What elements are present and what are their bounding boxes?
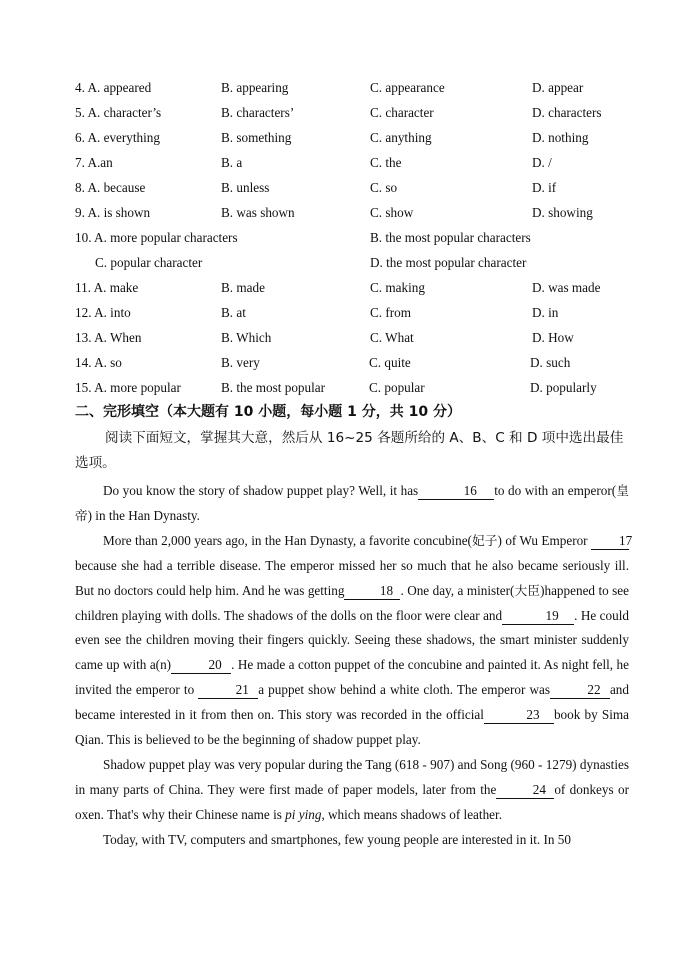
option-d: D. popularly	[530, 380, 597, 395]
passage-text: More than 2,000 years ago, in the Han Dynasty, a favorite concubine(	[103, 532, 472, 548]
option-a-text: A. into	[94, 305, 131, 320]
option-a-text: A. appeared	[87, 80, 152, 95]
blank-17[interactable]: 17	[591, 533, 629, 550]
section-heading: 二、完形填空（本大题有 10 小题，每小题 1 分，共 10 分）	[75, 404, 461, 420]
option-b: B. very	[221, 355, 260, 370]
passage-text: . He could even see the children moving their fingers quickly. Seeing these shadows, the smart minister suddenly came up with a(n)	[75, 607, 629, 673]
question-number: 7.	[75, 155, 85, 170]
blank-18[interactable]: 18	[344, 583, 400, 600]
option-row-6	[0, 128, 688, 148]
option-b: B. the most popular characters	[370, 230, 531, 245]
cloze-passage	[75, 479, 633, 853]
question-number: 8.	[75, 180, 85, 195]
question-number: 6.	[75, 130, 85, 145]
option-c: C. quite	[369, 355, 411, 370]
option-d: D. the most popular character	[370, 255, 527, 270]
option-c: C. so	[370, 180, 398, 195]
option-a	[75, 153, 113, 173]
blank-20[interactable]: 20	[171, 657, 231, 674]
option-a-text: A. more popular	[94, 380, 181, 395]
passage-text: Do you know the story of shadow puppet play? Well, it has	[103, 483, 419, 498]
option-a	[75, 128, 160, 148]
question-number: 4.	[75, 80, 85, 95]
option-b: B. Which	[221, 330, 272, 345]
passage-text: , which means shadows of leather.	[321, 806, 502, 822]
question-number: 5.	[75, 105, 85, 120]
option-c: C. the	[370, 155, 402, 170]
cjk-gloss: 妃子	[471, 532, 498, 548]
passage-text: )happened to see children playing with dolls. The shadows of the dolls on the floor were clear and	[75, 582, 629, 623]
option-a-text: A.an	[87, 155, 113, 170]
passage-text: Today, with TV, computers and smartphones, few young people are interested in it. In 50	[103, 831, 571, 847]
question-number: 11.	[75, 280, 91, 295]
passage-text: a puppet show behind a white cloth. The emperor was	[258, 682, 550, 698]
option-d: D. nothing	[532, 130, 589, 145]
option-row-7	[0, 153, 688, 173]
passage-text: ) of Wu Emperor	[497, 532, 591, 548]
question-number: 14.	[75, 355, 92, 370]
option-a	[75, 303, 131, 323]
option-a-text: A. When	[94, 330, 142, 345]
question-number: 12.	[75, 305, 92, 320]
option-row-13	[0, 328, 688, 348]
blank-21[interactable]: 21	[198, 682, 258, 699]
option-c: C. appearance	[370, 80, 445, 95]
blank-22[interactable]: 22	[550, 682, 610, 699]
option-row-9	[0, 203, 688, 223]
option-d: D. such	[530, 355, 571, 370]
option-a-text: A. so	[94, 355, 122, 370]
option-a-text: A. is shown	[87, 205, 151, 220]
blank-24[interactable]: 24	[496, 782, 554, 799]
option-row-10b	[0, 253, 688, 273]
option-a-text: A. because	[87, 180, 146, 195]
option-b: B. made	[221, 280, 265, 295]
blank-16[interactable]: 16	[418, 483, 494, 500]
option-b: B. appearing	[221, 80, 289, 95]
passage-italic-term: pi ying	[285, 806, 322, 822]
option-b: B. characters’	[221, 105, 295, 120]
option-row-11	[0, 278, 688, 298]
option-b: B. something	[221, 130, 292, 145]
option-row-15	[0, 378, 688, 398]
option-d: D. characters	[532, 105, 602, 120]
passage-text: of donkeys or oxen. That's why their Chinese name is	[75, 781, 629, 822]
question-number: 9.	[75, 205, 85, 220]
option-b: B. was shown	[221, 205, 295, 220]
option-c: C. popular	[369, 380, 425, 395]
passage-text: and became interested in it from then on. This story was recorded in the official	[75, 682, 629, 723]
option-d: D. How	[532, 330, 574, 345]
option-a-text: A. character’s	[87, 105, 162, 120]
cjk-gloss: 皇帝	[75, 483, 630, 523]
option-row-12	[0, 303, 688, 323]
option-c: C. popular character	[95, 255, 203, 270]
question-number: 15.	[75, 380, 92, 395]
option-b: B. the most popular	[221, 380, 326, 395]
option-b: B. at	[221, 305, 246, 320]
option-a	[75, 353, 122, 373]
option-c: C. character	[370, 105, 434, 120]
passage-text: Shadow puppet play was very popular during the Tang (618 - 907) and Song (960 - 1279) dynasties in many parts of China. They were first made of paper models, later from the	[75, 756, 629, 797]
passage-paragraph-1	[75, 479, 629, 529]
option-a-text: A. make	[93, 280, 139, 295]
option-d: D. was made	[532, 280, 601, 295]
option-d: D. showing	[532, 205, 593, 220]
option-a	[75, 203, 150, 223]
option-row-10a	[0, 228, 688, 248]
blank-19[interactable]: 19	[502, 608, 574, 625]
option-row-8	[0, 178, 688, 198]
option-c: C. show	[370, 205, 414, 220]
passage-paragraph-3	[75, 753, 629, 828]
option-b: B. a	[221, 155, 243, 170]
option-a	[75, 378, 181, 398]
blank-23[interactable]: 23	[484, 707, 554, 724]
option-d: D. appear	[532, 80, 584, 95]
passage-text: to do with an emperor(	[494, 483, 617, 498]
option-a	[75, 103, 161, 123]
passage-text: because she had a terrible disease. The emperor missed her so much that he also became seriously ill. But no doctors could help him. And he was getting	[75, 557, 629, 598]
cjk-gloss: 大臣	[514, 582, 541, 598]
option-row-5	[0, 103, 688, 123]
option-c: C. from	[370, 305, 412, 320]
option-a	[75, 328, 141, 348]
passage-text: ) in the Han Dynasty.	[87, 507, 200, 523]
option-c: C. What	[370, 330, 414, 345]
option-d: D. in	[532, 305, 559, 320]
passage-paragraph-2	[75, 529, 633, 753]
option-a	[75, 78, 151, 98]
option-c: C. making	[370, 280, 425, 295]
passage-text: . One day, a minister(	[400, 582, 515, 598]
option-a	[75, 278, 138, 298]
option-row-4	[0, 78, 688, 98]
passage-paragraph-4	[75, 828, 629, 853]
option-a	[75, 178, 145, 198]
passage-text: . He made a cotton puppet of the concubine and painted it. As night fell, he invited the emperor to	[75, 657, 629, 698]
passage-text: book by Sima Qian. This is believed to be the beginning of shadow puppet play.	[75, 707, 630, 748]
option-c: C. anything	[370, 130, 432, 145]
option-a-text: A. everything	[87, 130, 160, 145]
option-a: 10. A. more popular characters	[75, 230, 238, 245]
option-d: D. if	[532, 180, 557, 195]
option-b: B. unless	[221, 180, 270, 195]
question-number: 13.	[75, 330, 92, 345]
option-row-14	[0, 353, 688, 373]
option-d: D. /	[532, 155, 552, 170]
section-instruction: 阅读下面短文，掌握其大意，然后从 16~25 各题所给的 A、B、C 和 D 项中选出最佳选项。	[75, 430, 624, 471]
